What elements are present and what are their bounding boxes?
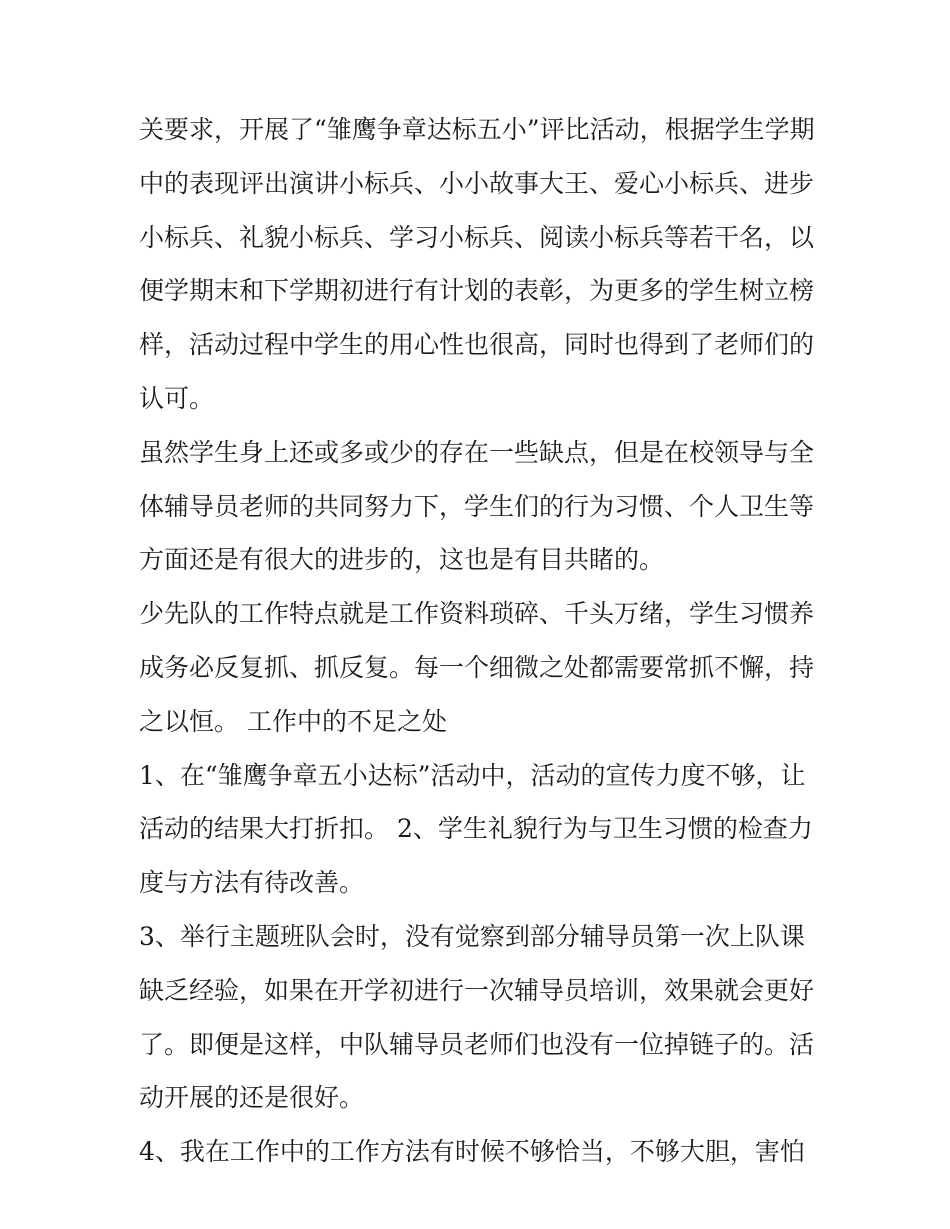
text-line: 虽然学生身上还或多或少的存在一些缺点，但是在校领导与全 (139, 437, 815, 467)
text-line: 关要求，开展了“雏鹰争章达标五小”评比活动，根据学生学期 (139, 115, 815, 144)
text-line: 度与方法有待改善。 (139, 868, 365, 898)
text-line: 中的表现评出演讲小标兵、小小故事大王、爱心小标兵、进步 (139, 168, 815, 198)
text-line: 缺乏经验，如果在开学初进行一次辅导员培训，效果就会更好 (139, 975, 815, 1005)
text-line: 活动的结果大打折扣。 2、学生礼貌行为与卫生习惯的检查力 (139, 814, 813, 844)
text-line: 样，活动过程中学生的用心性也很高，同时也得到了老师们的 (139, 330, 815, 360)
text-line: 方面还是有很大的进步的，这也是有目共睹的。 (139, 545, 665, 575)
text-line: 了。即便是这样，中队辅导员老师们也没有一位掉链子的。活 (139, 1029, 815, 1059)
text-line: 3、举行主题班队会时，没有觉察到部分辅导员第一次上队课 (139, 921, 805, 951)
text-line: 认可。 (139, 383, 215, 413)
text-line: 少先队的工作特点就是工作资料琐碎、千头万绪，学生习惯养 (139, 599, 815, 629)
text-line: 便学期末和下学期初进行有计划的表彰，为更多的学生树立榜 (139, 276, 815, 306)
text-line: 1、在“雏鹰争章五小达标”活动中，活动的宣传力度不够，让 (139, 760, 806, 790)
text-line: 小标兵、礼貌小标兵、学习小标兵、阅读小标兵等若干名，以 (139, 222, 815, 252)
text-line: 4、我在工作中的工作方法有时候不够恰当，不够大胆，害怕 (139, 1137, 805, 1167)
text-line: 动开展的还是很好。 (139, 1083, 365, 1113)
document-body (139, 103, 819, 1179)
text-line: 之以恒。 工作中的不足之处 (139, 706, 447, 736)
text-line: 体辅导员老师的共同努力下，学生们的行为习惯、个人卫生等 (139, 491, 815, 521)
text-line: 成务必反复抓、抓反复。每一个细微之处都需要常抓不懈，持 (139, 652, 815, 682)
